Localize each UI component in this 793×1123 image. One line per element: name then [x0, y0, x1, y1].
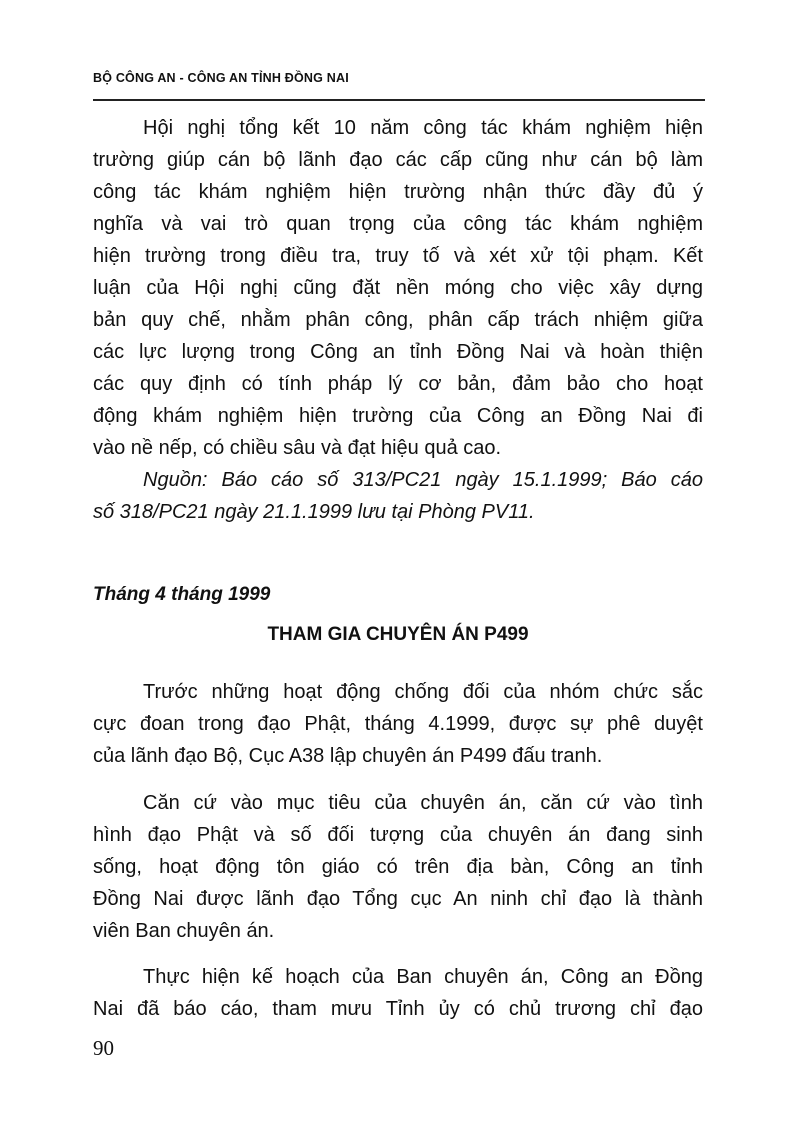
text-line: Thực hiện kế hoạch của Ban chuyên án, Công an Đồng: [143, 966, 703, 988]
text-line: Căn cứ vào mục tiêu của chuyên án, căn cứ vào tình: [143, 792, 703, 814]
source-note: [93, 464, 703, 528]
text-line: Đồng Nai được lãnh đạo Tổng cục An ninh chỉ đạo là thành: [93, 888, 703, 910]
text-line: luận của Hội nghị cũng đặt nền móng cho việc xây dựng: [93, 277, 703, 299]
text-line: động khám nghiệm hiện trường của Công an Đồng Nai đi: [93, 405, 703, 427]
running-header: BỘ CÔNG AN - CÔNG AN TỈNH ĐỒNG NAI: [93, 71, 349, 85]
text-line: trường giúp cán bộ lãnh đạo các cấp cũng như cán bộ làm: [93, 149, 703, 171]
text-line: của lãnh đạo Bộ, Cục A38 lập chuyên án P499 đấu tranh.: [93, 745, 603, 767]
text-line: nghĩa và vai trò quan trọng của công tác khám nghiệm: [93, 213, 703, 235]
section-title: THAM GIA CHUYÊN ÁN P499: [267, 624, 529, 645]
section-date: Tháng 4 tháng 1999: [93, 584, 271, 605]
text-line: các lực lượng trong Công an tỉnh Đồng Nai và hoàn thiện: [93, 341, 703, 363]
text-line: Hội nghị tổng kết 10 năm công tác khám nghiệm hiện: [143, 117, 703, 139]
paragraph: [93, 676, 703, 772]
header-rule: [93, 99, 705, 101]
paragraph: [93, 787, 703, 947]
text-line: viên Ban chuyên án.: [93, 920, 275, 942]
text-line: sống, hoạt động tôn giáo có trên địa bàn, Công an tỉnh: [93, 856, 703, 878]
text-line: Trước những hoạt động chống đối của nhóm chức sắc: [143, 681, 703, 703]
text-line: vào nề nếp, có chiều sâu và đạt hiệu quả cao.: [93, 437, 502, 459]
text-line: Nguồn: Báo cáo số 313/PC21 ngày 15.1.1999; Báo cáo: [143, 469, 703, 491]
text-line: cực đoan trong đạo Phật, tháng 4.1999, được sự phê duyệt: [93, 713, 703, 735]
text-line: bản quy chế, nhằm phân công, phân cấp trách nhiệm giữa: [93, 309, 703, 331]
paragraph: [93, 112, 703, 464]
text-line: hiện trường trong điều tra, truy tố và xét xử tội phạm. Kết: [93, 245, 703, 267]
text-line: hình đạo Phật và số đối tượng của chuyên án đang sinh: [93, 824, 703, 846]
text-line: các quy định có tính pháp lý cơ bản, đảm bảo cho hoạt: [93, 373, 703, 395]
paragraph: [93, 961, 703, 1025]
page-number: 90: [93, 1036, 114, 1060]
text-line: Nai đã báo cáo, tham mưu Tỉnh ủy có chủ trương chỉ đạo: [93, 998, 703, 1020]
text-line: số 318/PC21 ngày 21.1.1999 lưu tại Phòng PV11.: [93, 501, 535, 523]
text-line: công tác khám nghiệm hiện trường nhận thức đầy đủ ý: [93, 181, 703, 203]
